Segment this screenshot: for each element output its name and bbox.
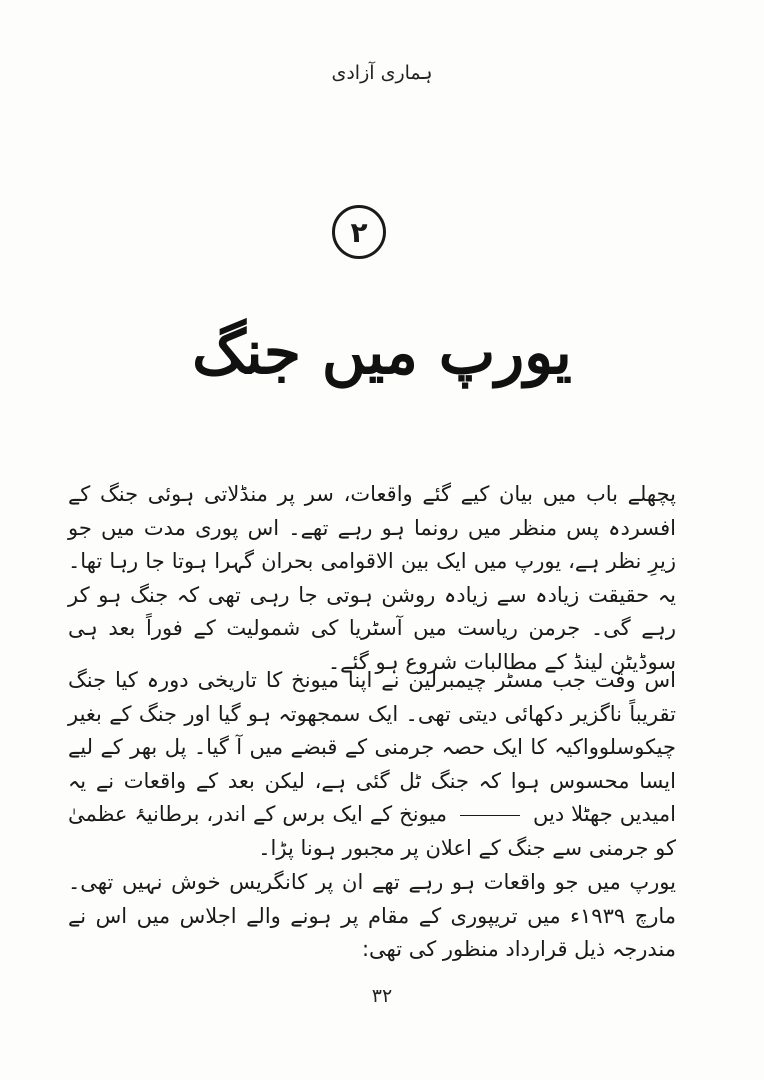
chapter-title: یورپ میں جنگ (192, 318, 572, 388)
running-head: ہماری آزادی (331, 62, 433, 84)
paragraph-2-continuation: میونخ کے ایک برس کے اندر، برطانیۂ عظمیٰ کو جرمنی سے جنگ کے اعلان پر مجبور ہونا پڑا۔ (68, 802, 676, 860)
paragraph-1 (68, 478, 676, 679)
page-number: ۳۲ (371, 985, 393, 1007)
paragraph-3 (68, 866, 676, 967)
em-dash (460, 815, 520, 816)
chapter-number-badge (332, 205, 386, 259)
paragraph-3-text: یورپ میں جو واقعات ہو رہے تھے ان پر کانگریس خوش نہیں تھی۔ مارچ ۱۹۳۹ء میں تریپوری کے مقام پر ہونے والے اجلاس میں اس نے مندرجہ ذیل قرارداد منظور کی تھی: (68, 870, 676, 961)
paragraph-2 (68, 664, 676, 865)
paragraph-1-text: پچھلے باب میں بیان کیے گئے واقعات، سر پر منڈلاتی ہوئی جنگ کے افسردہ پس منظر میں رونما ہو رہے تھے۔ اس پوری مدت میں جو زیرِ نظر ہے، یورپ میں ایک بین الاقوامی بحران گہرا ہوتا جا رہا تھا۔ یہ حقیقت زیادہ سے زیادہ روشن ہوتی جا رہی تھی کہ جنگ ہو کر رہے گی۔ جرمن ریاست میں آسٹریا کی شمولیت کے فوراً بعد ہی سوڈیٹن لینڈ کے مطالبات شروع ہو گئے۔ (68, 482, 676, 674)
paragraph-2-text: اس وقت جب مسٹر چیمبرلین نے اپنا میونخ کا تاریخی دورہ کیا جنگ تقریباً ناگزیر دکھائی دیتی تھی۔ ایک سمجھوتہ ہو گیا اور جنگ کے بغیر چیکوسلوواکیہ کا ایک حصہ جرمنی کے قبضے میں آ گیا۔ پل بھر کے لیے ایسا محسوس ہوا کہ جنگ ٹل گئی ہے، لیکن بعد کے واقعات نے یہ امیدیں جھٹلا دیں (68, 668, 676, 826)
chapter-number: ۲ (350, 215, 368, 249)
